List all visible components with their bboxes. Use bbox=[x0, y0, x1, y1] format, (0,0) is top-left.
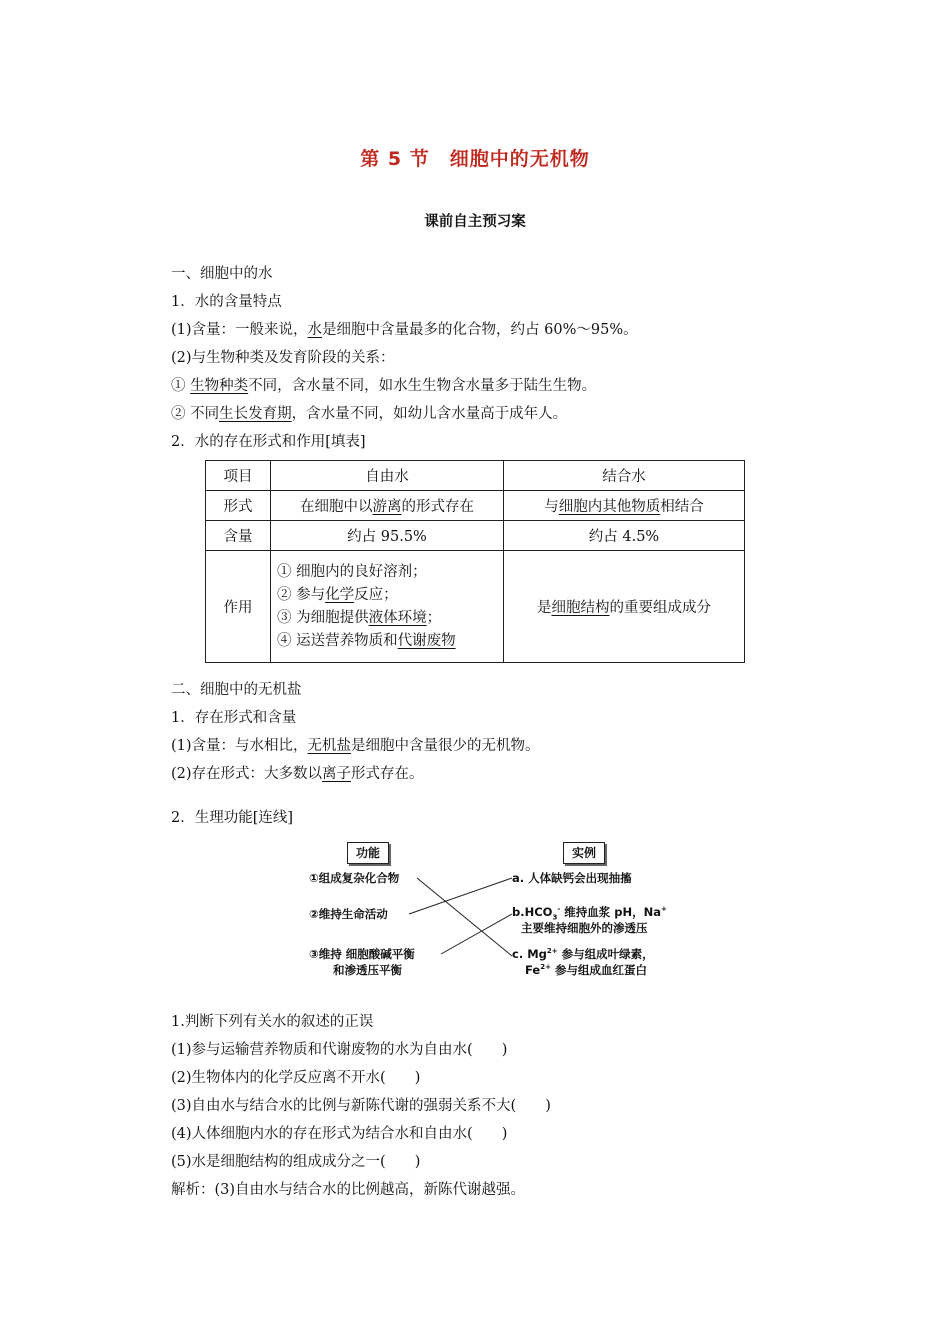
line-salt-form: (2)存在形式：大多数以离子形式存在。 bbox=[171, 766, 424, 782]
line-relation: (2)与生物种类及发育阶段的关系： bbox=[171, 350, 395, 366]
section-subtitle: 课前自主预习案 bbox=[424, 214, 526, 230]
connector-1-c bbox=[417, 878, 512, 956]
water-table bbox=[205, 460, 745, 663]
th-free-water: 自由水 bbox=[271, 461, 504, 491]
matching-diagram bbox=[305, 838, 685, 988]
line-content: (1)含量：一般来说，水是细胞中含量最多的化合物，约占 60%～95%。 bbox=[171, 322, 638, 338]
example-c2: $Fe^{2+}$ 参与组成血红蛋白 bbox=[525, 963, 647, 977]
example-b2: 主要维持细胞外的渗透压 bbox=[521, 921, 648, 935]
function-header: 功能 bbox=[347, 842, 389, 864]
quiz-item-1: (1)参与运输营养物质和代谢废物的水为自由水( ) bbox=[171, 1042, 508, 1058]
connector-2-a bbox=[409, 878, 512, 914]
connector-lines bbox=[305, 838, 685, 988]
example-c1: c. $Mg^{2+}$ 参与组成叶绿素， bbox=[512, 947, 654, 961]
quiz-item-3: (3)自由水与结合水的比例与新陈代谢的强弱关系不大( ) bbox=[171, 1098, 551, 1114]
heading-salts: 二、细胞中的无机盐 bbox=[171, 682, 302, 698]
para-salt-form: 1．存在形式和含量 bbox=[171, 710, 297, 726]
cell-free-function: ① 细胞内的良好溶剂； ② 参与化学反应； ③ 为细胞提供液体环境； ④ 运送营养物质和代谢废物 bbox=[271, 551, 504, 663]
cell-bound-content: 约占 4.5% bbox=[504, 521, 745, 551]
quiz-item-2: (2)生物体内的化学反应离不开水( ) bbox=[171, 1070, 421, 1086]
example-a: a. 人体缺钙会出现抽搐 bbox=[512, 871, 632, 885]
para-salt-function: 2．生理功能[连线] bbox=[171, 810, 294, 826]
line-growth: ② 不同生长发育期，含水量不同，如幼儿含水量高于成年人。 bbox=[171, 406, 568, 422]
para-water-forms: 2．水的存在形式和作用[填表] bbox=[171, 434, 366, 450]
example-header: 实例 bbox=[563, 842, 605, 864]
quiz-item-4: (4)人体细胞内水的存在形式为结合水和自由水( ) bbox=[171, 1126, 508, 1142]
function-3b: 和渗透压平衡 bbox=[333, 963, 402, 977]
function-3a: ③维持 细胞酸碱平衡 bbox=[309, 947, 415, 961]
quiz-item-5: (5)水是细胞结构的组成成分之一( ) bbox=[171, 1154, 421, 1170]
th-bound-water: 结合水 bbox=[504, 461, 745, 491]
cell-bound-function: 是细胞结构的重要组成成分 bbox=[504, 551, 745, 663]
quiz-explanation: 解析：(3)自由水与结合水的比例越高，新陈代谢越强。 bbox=[171, 1182, 526, 1198]
th-item: 项目 bbox=[206, 461, 271, 491]
cell-free-form: 在细胞中以游离的形式存在 bbox=[271, 491, 504, 521]
row-function-label: 作用 bbox=[206, 551, 271, 663]
example-b1: $b.HCO_3^-$ 维持血浆 pH，Na+ bbox=[512, 905, 667, 922]
line-salt-content: (1)含量：与水相比，无机盐是细胞中含量很少的无机物。 bbox=[171, 738, 540, 754]
row-form-label: 形式 bbox=[206, 491, 271, 521]
line-species: ① 生物种类不同，含水量不同，如水生生物含水量多于陆生生物。 bbox=[171, 378, 597, 394]
row-content-label: 含量 bbox=[206, 521, 271, 551]
function-1: ①组成复杂化合物 bbox=[309, 871, 400, 885]
section-title: 第 5 节 细胞中的无机物 bbox=[360, 148, 590, 170]
quiz-heading: 1.判断下列有关水的叙述的正误 bbox=[171, 1014, 374, 1030]
function-2: ②维持生命活动 bbox=[309, 907, 388, 921]
para-water-content: 1．水的含量特点 bbox=[171, 294, 282, 310]
cell-bound-form: 与细胞内其他物质相结合 bbox=[504, 491, 745, 521]
heading-water: 一、细胞中的水 bbox=[171, 266, 273, 282]
cell-free-content: 约占 95.5% bbox=[271, 521, 504, 551]
connector-3-b bbox=[441, 914, 512, 954]
